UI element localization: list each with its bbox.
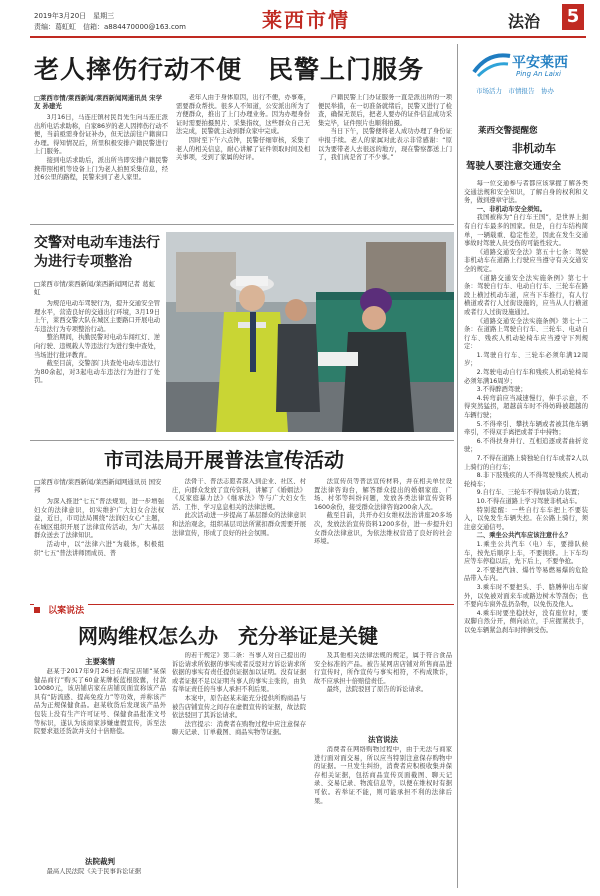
page-number: 5 [562, 4, 584, 30]
right-s1-p3: 《道路交通安全法实施条例》第七十条：驾驶自行车、电动自行车、三轮车在路段上横过机动车道，应当下车推行，有人行横道或者行人过街设施的，应当从人行横道或者行人过街设施通过。 [464, 274, 588, 316]
photo-illustration [166, 232, 454, 432]
middle-byline: □莱西市情/莱西新闻/莱西新闻网通讯员 国安邦 [34, 478, 162, 495]
top-byline: □莱西市情/莱西新闻/莱西新闻网通讯员 宋学友 孙建光 [34, 94, 162, 111]
case-sub-judge: 法官说法 [368, 735, 398, 744]
right-h1: 一、非机动车安全须知。 [476, 205, 546, 213]
right-item-6: 6.不得扶身并行、互相追逐或者曲折竞驶； [464, 437, 588, 454]
middle-col3-p2: 截至目前，共开办妇女维权法治讲座20多场次，发放法治宣传资料1200多份，进一步提升妇女群众法律意识，为依法维权营造了良好的社会环境。 [314, 512, 452, 546]
middle-headline: 市司法局开展普法宣传活动 [104, 448, 344, 472]
case-col3b-p1: 消费者在网络购物过程中，由于无法与商家进行面对面交易，所以应当特别注意保存购物中的证据。一旦发生纠纷，消费者应积极收集并保存相关证据，包括商品宣传页面截图、聊天记录、交易记录、物流信息等，以便在维权时有据可依。若举证不能，则可能承担不利的法律后果。 [314, 746, 452, 805]
right-column-divider [457, 44, 458, 888]
case-col1 [34, 668, 166, 848]
right-s3-p4: 4.乘车时要坐稳扶好，没有座位时，要双脚自然分开，侧向站立，手应握紧扶手，以免车辆紧急刹车时摔倒受伤。 [464, 609, 588, 634]
right-item-1: 1.驾驶自行车、三轮车必须年满12周岁； [464, 351, 588, 368]
right-s3-p1: 1.乘坐公共汽车（电）车，要排队候车，按先后顺序上车，不要拥挤。上下车均应等车停稳以后，先下后上，不要争抢。 [464, 540, 588, 566]
left-mid-p1: 为规范电动车驾驶行为，提升交通安全管理水平，营造良好的交通出行环境，3月19日上午，莱西交警大队在城区主要路口开展电动车违法行为专项整治行动。 [34, 300, 160, 333]
case-sub-court: 法院裁判 [85, 857, 115, 866]
right-s1-p2: 《道路交通安全法》第五十七条：驾驶非机动车在道路上行驶应当遵守有关交通安全的规定。 [464, 248, 588, 273]
top-col3 [318, 94, 452, 220]
top-col3-p2: 当日下午，民警便将老人成功办理了身份证申报手续。老人的家属对此表示非常感谢：“原以为要带老人去很远的地方，现在警察都送上门了，我们真是省了不少事。” [318, 128, 452, 162]
pingan-logo [462, 46, 586, 108]
top-col2-p2: 因时至下午六点钟，民警仔细审核，采集了老人的相关信息，耐心讲解了证件领取时间及相关事项，受到了家属的好评。 [176, 136, 310, 162]
middle-col2 [172, 478, 306, 592]
middle-col3-p1: 法宣传员等普法宣传材料，并在相关单位设置法律咨询台，解答群众提出的婚姻家庭、广场、村邻等纠纷问题，发放各类法律宣传资料1600余份，接受群众法律咨询200余人次。 [314, 478, 452, 511]
case-col3b [314, 746, 452, 886]
case-headline: 网购维权怎么办 充分举证是关键 [78, 624, 378, 648]
middle-col1-p2: 活动中，以“法律六进”为载体，积极组织“七五”普法讲师团成员、普 [34, 540, 164, 557]
left-mid-p2: 整治期间，执勤民警对电动车闯红灯、逆向行驶、违规载人等违法行为进行集中查处，当场进行批评教育。 [34, 334, 160, 359]
left-mid-body [34, 300, 160, 434]
case-col2-p3: 法官提示：消费者在购物过程中应注意保存聊天记录、订单截图、商品实物等证据。 [172, 720, 306, 737]
right-title-2: 驾驶人要注意交通安全 [466, 161, 562, 172]
top-col2 [176, 94, 310, 220]
middle-col2-p1: 法骨干、普法志愿者深入到企业、社区、村庄，向群众发放了宣传资料，讲解了《婚姻法》《反家庭暴力法》《继承法》等与广大妇女生活、工作、学习息息相关的法律法规。 [172, 478, 306, 511]
case-col2-p1: 的若干规定》第二条：当事人对自己提出的诉讼请求所依据的事实或者反驳对方诉讼请求所依据的事实有责任提供证据加以证明。没有证据或者证据不足以证明当事人的事实主张的，由负有举证责任的当事人承担不利后果。 [172, 652, 306, 694]
case-col3 [314, 652, 452, 728]
editor-line: 责编：葛虹虹 信箱：a884470000@163.com [34, 23, 186, 31]
right-item-10: 10.不得在道路上学习驾驶非机动车。 [476, 497, 582, 505]
right-h3: 二、乘坐公共汽车应该注意什么？ [476, 532, 572, 540]
middle-col2-p2: 此次活动进一步提高了基层群众的法律意识和法治观念，组织基层司法所紧扣群众需要开展法律宣传，形成了良好的社会氛围。 [172, 512, 306, 537]
case-col1-p1: 赵某于2017年9月26日在淘宝店铺“某保健品商行”购买了60盒某牌板蓝根胶囊，付款10080元，该店铺店家在店铺页面宣称该产品具有“防流感、提高免疫力”等功效，并称该产品为正规保健食品。赵某收货后发现该产品外包装上没有生产许可证号、保健食品批准文号等标识，遂认为该商家涉嫌虚假宣传，诉至法院要求退还货款并支付十倍赔偿。 [34, 668, 166, 736]
top-headline: 老人摔伤行动不便 民警上门服务 [34, 55, 425, 84]
right-item-5: 5.不得牵引、攀扶车辆或者被其他车辆牵引，不得双手离把或者手中持物； [464, 420, 588, 437]
middle-col1 [34, 498, 164, 592]
masthead-rule [30, 36, 586, 38]
paper-name: 莱西市情 [262, 8, 350, 32]
right-item-8: 8.非下肢残疾的人不得驾驶残疾人机动轮椅车； [464, 472, 588, 488]
right-body [464, 180, 588, 888]
case-col3-p1: 及其他相关法律法规的规定，属于符合食品安全标准的产品。被告某网店店铺对所售商品进行宣传时，所作宣传与事实相符，不构成欺诈，故不应承担十倍赔偿责任。 [314, 652, 452, 685]
masthead [0, 0, 600, 40]
case-section-rule [30, 604, 454, 605]
case-col2-p2: 本案中，原告赵某未能充分提供所购商品与被告店铺宣传之间存在虚假宣传的证据，故法院依法驳回了其诉讼请求。 [172, 694, 306, 720]
case-section-label [34, 598, 88, 617]
right-title-1: 非机动车 [512, 142, 556, 155]
right-s1-p1: 我国被称为“自行车王国”，是世界上拥有自行车最多的国家。但是，自行车结构简单，一辆载重、稳定性差，因此在发生交通事故时驾驶人员受伤的可能性较大。 [464, 214, 588, 248]
logo-pinyin: Ping An Laixi [516, 70, 561, 78]
right-s3-p3: 3.乘车时不要把头、手、胳膊伸出车窗外，以免被对面来车或路边树木等刮伤；也不要向车窗外乱扔杂物，以免伤及他人。 [464, 583, 588, 609]
square-bullet-icon [34, 607, 40, 613]
right-item-3: 3.不得醉酒驾驶； [476, 386, 527, 394]
date-line: 2019年3月20日 星期三 [34, 12, 115, 20]
top-col1-p1: 3月16日，马连庄镇村民肖先生向马连庄派出所电话求助称，自家86岁的老人因摔伤行动不便，当前亟需身份证补办，但无法前往户籍窗口办理。得知情况后，所里积极安排户籍民警进行上门服务。 [34, 114, 168, 156]
top-col1-p2: 接到电话求助后，派出所当即安排户籍民警携带照相机等设备上门为老人拍照采集信息，经过6公里的路程，民警来到了老人家里。 [34, 156, 168, 182]
middle-col1-p1: 为深入推进“七五”普法规划，进一步增强妇女的法律意识，切实维护广大妇女合法权益，近日，市司法局围绕“法润妇女心”主题，在城区组织开展了法律宣传活动，为广大基层群众送去了法律知识。 [34, 498, 164, 540]
left-mid-byline: □莱西市情/莱西新闻/莱西新闻网记者 葛虹虹 [34, 280, 156, 297]
case-col2 [172, 652, 306, 886]
middle-col3 [314, 478, 452, 592]
case-col1b-p1: 最高人民法院《关于民事诉讼证据 [46, 868, 142, 875]
section-name: 法治 [508, 12, 541, 31]
pingan-swoosh-icon [472, 50, 512, 78]
case-col1b [34, 868, 166, 886]
logo-slogan: 市场活力 市情报告 协办 [476, 87, 554, 95]
right-intro: 每一位交通参与者都应该掌握了解各类交通法规和安全知识，了解自身的权利和义务，做到遵章守法。 [464, 180, 588, 205]
right-h2: 《道路交通安全法实施条例》第七十二条：在道路上驾驶自行车、三轮车、电动自行车、残疾人机动轮椅车应当遵守下列规定： [464, 317, 588, 351]
case-sub-main: 主要案情 [85, 657, 115, 666]
top-col1 [34, 114, 168, 220]
middle-divider [30, 440, 454, 441]
right-item-4: 4.转弯前应当减速慢行，伸手示意，不得突然猛拐，超越前车时不得妨碍被超越的车辆行驶； [464, 394, 588, 420]
right-s2-p1: 特别提醒：一些自行车车把上不要装入，以免发生车辆失控。在公路上骑行，须注意交通信号。 [464, 506, 588, 531]
right-item-7: 7.不得在道路上骑独轮自行车或者2人以上骑行的自行车； [464, 455, 588, 471]
left-mid-headline: 交警对电动车违法行为进行专项整治 [34, 235, 160, 270]
logo-title: 平安莱西 [512, 55, 568, 71]
case-col3-p2: 最终，法院驳回了原告的诉讼请求。 [326, 686, 428, 694]
case-label-text: 以案说法 [48, 606, 85, 616]
left-mid-p3: 截至目前，交警部门共查处电动车违法行为80余起，对3起电动车违法行为进行了处罚。 [34, 360, 160, 385]
right-kicker: 莱西交警提醒您 [478, 126, 538, 136]
right-item-2: 2.驾驶电动自行车和残疾人机动轮椅车必须年满16周岁； [464, 369, 588, 385]
right-item-9: 9.自行车、三轮车不得加装动力装置； [476, 489, 584, 497]
top-col3-p1: 户籍民警上门办证服务一直是派出所的一项便民举措，在一切准备就绪后，民警又进行了检查，确保无误后，把老人要办的证件信息成功采集完毕，证件照片也顺利拍摄。 [318, 94, 452, 127]
news-photo [166, 232, 454, 432]
top-col2-p1: 老年人由于身体原因，出行不便，办事难，需要群众帮扶。很多人不知道，公安派出所为了方便群众，推出了上门办理业务。因为办理身份证时需要拍摄照片、采集指纹，这些群众自己无法完成，民警就主动到群众家中完成。 [176, 94, 310, 136]
top-divider [30, 224, 454, 225]
right-s3-p2: 2.不要把汽油、爆竹等易燃易爆的危险品带入车内。 [464, 566, 588, 583]
